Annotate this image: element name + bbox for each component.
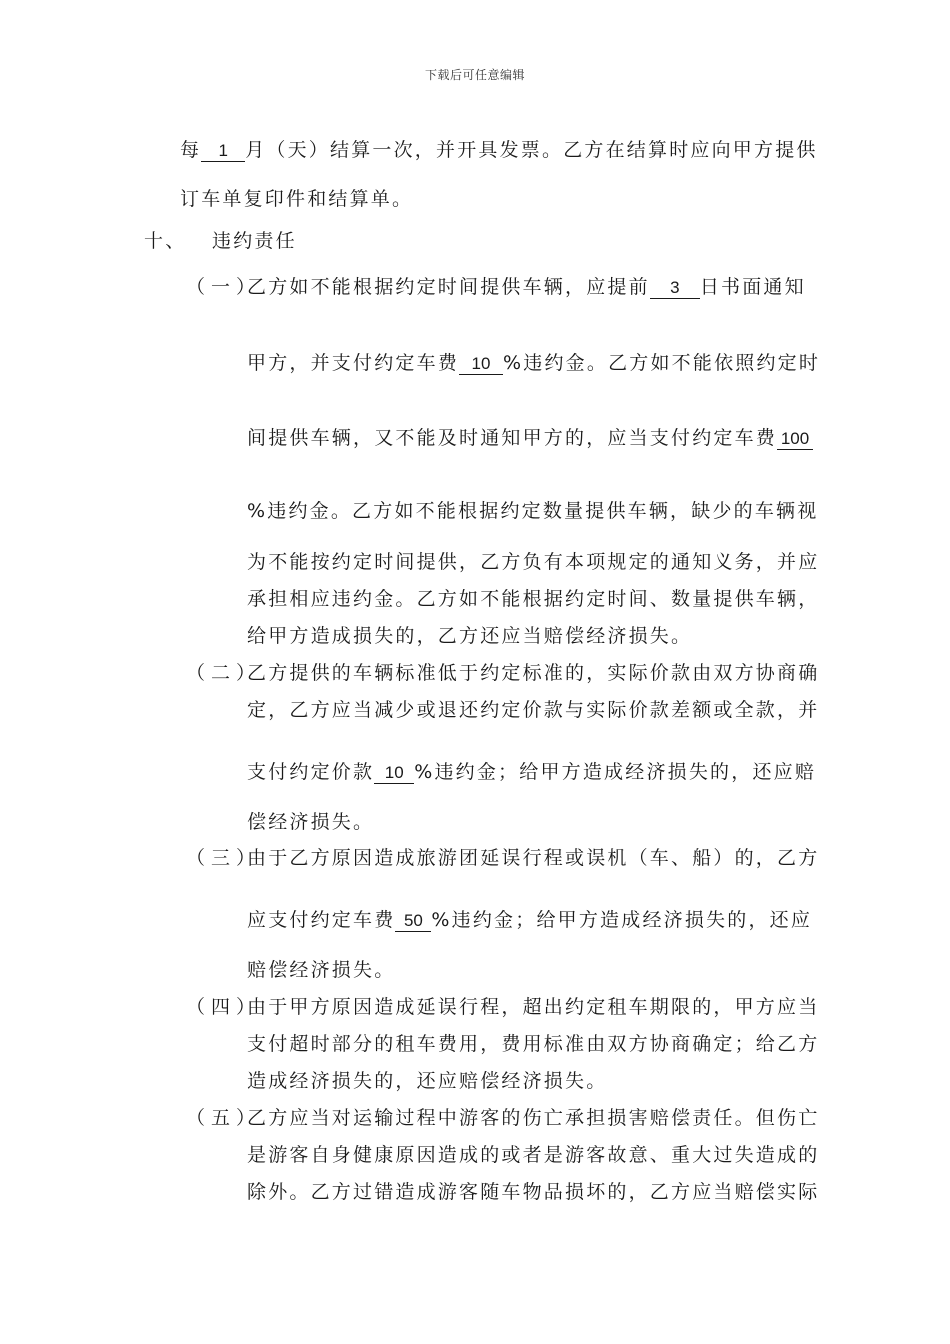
item-3-line-2 bbox=[247, 908, 812, 932]
section-title: 违约责任 bbox=[212, 230, 297, 252]
item-label-2: （二） bbox=[186, 662, 262, 684]
item-1-line-4: %违约金。乙方如不能根据约定数量提供车辆，缺少的车辆视 bbox=[247, 500, 819, 522]
section-number: 十、 bbox=[144, 230, 187, 252]
item-5-line-2: 是游客自身健康原因造成的或者是游客故意、重大过失造成的 bbox=[247, 1144, 820, 1166]
blank-delay-penalty-percent: 50 bbox=[395, 911, 431, 932]
text-span: %违约金；给甲方造成经济损失的，还应赔 bbox=[414, 761, 817, 783]
intro-line-1 bbox=[180, 138, 818, 162]
text-span: 甲方，并支付约定车费 bbox=[247, 352, 460, 374]
intro-line-2: 订车单复印件和结算单。 bbox=[180, 188, 414, 210]
text-span: 日书面通知 bbox=[699, 276, 806, 298]
item-2-line-2: 定，乙方应当减少或退还约定价款与实际价款差额或全款，并 bbox=[247, 699, 820, 721]
item-3-line-3: 赔偿经济损失。 bbox=[247, 959, 396, 981]
item-1-line-2 bbox=[247, 351, 820, 375]
text-span: 乙方如不能根据约定时间提供车辆，应提前 bbox=[247, 276, 650, 298]
item-1-line-5: 为不能按约定时间提供，乙方负有本项规定的通知义务，并应 bbox=[247, 551, 820, 573]
item-4-line-2: 支付超时部分的租车费用，费用标准由双方协商确定；给乙方 bbox=[247, 1033, 820, 1055]
item-2-line-1: 乙方提供的车辆标准低于约定标准的，实际价款由双方协商确 bbox=[247, 662, 820, 684]
item-1-line-6: 承担相应违约金。乙方如不能根据约定时间、数量提供车辆， bbox=[247, 588, 820, 610]
item-2-line-4: 偿经济损失。 bbox=[247, 811, 375, 833]
text-span: %违约金；给甲方造成经济损失的，还应 bbox=[431, 909, 813, 931]
text-span: 支付约定价款 bbox=[247, 761, 375, 783]
blank-settlement-period: 1 bbox=[201, 141, 245, 162]
item-1-line-1 bbox=[247, 275, 806, 299]
text-span: 应支付约定车费 bbox=[247, 909, 396, 931]
intro-pre: 每 bbox=[180, 139, 202, 161]
intro-post: 月（天）结算一次，并开具发票。乙方在结算时应向甲方提供 bbox=[245, 139, 818, 161]
item-1-line-7: 给甲方造成损失的，乙方还应当赔偿经济损失。 bbox=[247, 625, 693, 647]
item-label-1: （一） bbox=[186, 276, 262, 298]
item-label-4: （四） bbox=[186, 996, 262, 1018]
blank-penalty-percent-1: 10 bbox=[459, 354, 503, 375]
item-4-line-1: 由于甲方原因造成延误行程，超出约定租车期限的，甲方应当 bbox=[247, 996, 820, 1018]
item-label-5: （五） bbox=[186, 1107, 262, 1129]
item-4-line-3: 造成经济损失的，还应赔偿经济损失。 bbox=[247, 1070, 608, 1092]
blank-price-penalty-percent: 10 bbox=[374, 763, 414, 784]
item-5-line-1: 乙方应当对运输过程中游客的伤亡承担损害赔偿责任。但伤亡 bbox=[247, 1107, 820, 1129]
item-1-line-3 bbox=[247, 426, 813, 450]
item-5-line-3: 除外。乙方过错造成游客随车物品损坏的，乙方应当赔偿实际 bbox=[247, 1181, 820, 1203]
item-3-line-1: 由于乙方原因造成旅游团延误行程或误机（车、船）的，乙方 bbox=[247, 847, 820, 869]
blank-notice-days: 3 bbox=[650, 278, 700, 299]
page-header: 下载后可任意编辑 bbox=[424, 68, 525, 82]
blank-penalty-percent-2: 100 bbox=[777, 429, 813, 450]
text-span: %违约金。乙方如不能依照约定时 bbox=[503, 352, 821, 374]
item-label-3: （三） bbox=[186, 847, 262, 869]
item-2-line-3 bbox=[247, 760, 816, 784]
text-span: 间提供车辆，又不能及时通知甲方的，应当支付约定车费 bbox=[247, 427, 778, 449]
